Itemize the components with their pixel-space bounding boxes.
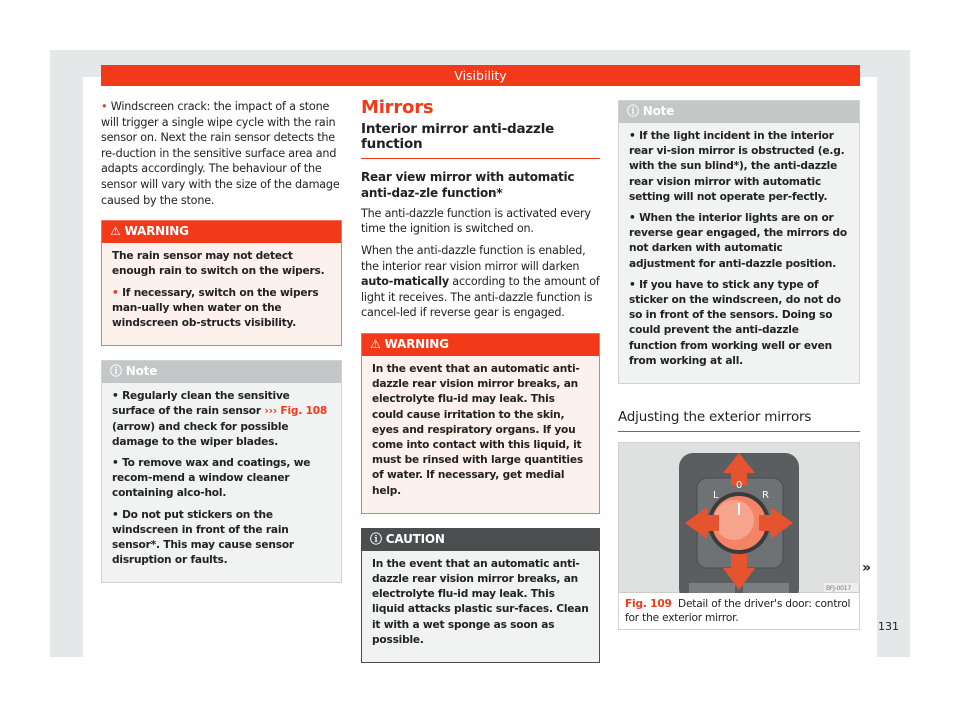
knob-label: L <box>713 489 719 501</box>
bullet-paragraph <box>101 99 342 208</box>
figure-caption <box>619 593 859 629</box>
left-column <box>101 99 342 583</box>
paragraph: When the anti-dazzle function is enabled, the interior rear vision mirror will darken auto-matically according to the amount of light it receives. The anti-dazzle function is cancel-led if reverse gear is engaged. <box>361 243 600 320</box>
note-item: • Regularly clean the sensitive surface of the rain sensor ››› Fig. 108 (arrow) and check for possible damage to the wiper blades. <box>112 390 328 448</box>
caution-icon: ⓘ <box>370 531 386 546</box>
warning-title: WARNING <box>384 336 449 351</box>
caption-text: Detail of the driver's door: control for the exterior mirror. <box>625 597 851 624</box>
warning-title: WARNING <box>124 224 189 239</box>
warning-text: In the event that an automatic anti-dazzle rear vision mirror breaks, an electrolyte flu-id may leak. This could cause irritation to the skin, eyes and respiratory organs. If you come into contact with this liquid, it must be rinsed with large quantities of water. If necessary, get medial help. <box>372 362 583 497</box>
continue-icon: » <box>862 560 872 576</box>
bullet-icon: • <box>101 100 111 113</box>
figure-label: Fig. 109 <box>625 597 672 610</box>
warning-header <box>102 221 341 243</box>
warning-icon: ⚠ <box>370 336 385 351</box>
middle-column <box>361 97 600 663</box>
knob-label: 0 <box>736 479 743 491</box>
warning-box <box>361 333 600 514</box>
warning-icon: ⚠ <box>110 224 125 239</box>
section-title: Mirrors <box>361 97 434 118</box>
note-title: Note <box>642 104 675 118</box>
caution-title: CAUTION <box>385 531 445 546</box>
warning-bullet: • If necessary, switch on the wipers man-ually when water on the windscreen ob-structs visibility. <box>112 286 319 329</box>
fig-link[interactable]: ››› Fig. 108 <box>264 405 328 418</box>
heading: Rear view mirror with automatic anti-daz-zle function* <box>361 169 575 200</box>
note-item: • To remove wax and coatings, we recom-mend a window cleaner containing alco-hol. <box>112 456 311 500</box>
note-item: • If the light incident in the interior rear vi-sion mirror is obstructed (e.g. with the sun blind*), the anti-dazzle rear vision mirror with automatic setting will not operate per-fectly. <box>629 130 845 203</box>
subsection-title: Adjusting the exterior mirrors <box>618 410 860 432</box>
bullet-text: Windscreen crack: the impact of a stone will trigger a single wipe cycle with the rain sensor on. Next the rain sensor detects the re-duction in the sensitive surface area and adapts accordingly. The behaviour of the sensor will vary with the size of the damage caused by the stone. <box>101 100 340 207</box>
warning-bullet-text: If necessary, switch on the wipers man-ually when water on the windscreen ob-structs visibility. <box>112 286 319 329</box>
page-number: 131 <box>878 620 899 633</box>
warning-text: The rain sensor may not detect enough rain to switch on the wipers. <box>112 250 325 278</box>
caution-box <box>361 528 600 663</box>
knob-label: R <box>762 489 769 501</box>
note-title: Note <box>125 364 158 379</box>
note-item: • When the interior lights are on or reverse gear engaged, the mirrors do not darken with automatic adjustment for anti-dazzle position. <box>629 212 848 270</box>
info-icon: ⓘ <box>627 104 643 118</box>
note-header <box>102 361 341 383</box>
paragraph: The anti-dazzle function is activated every time the ignition is switched on. <box>361 206 591 236</box>
mirror-control-illustration <box>619 443 859 593</box>
caution-text: In the event that an automatic anti-dazzle rear vision mirror breaks, an electrolyte flu-id may leak. This liquid attacks plastic sur-faces. Clean it with a wet sponge as soon as possible. <box>372 557 589 646</box>
mirror-control-image <box>619 443 859 593</box>
subsection-title: Interior mirror anti-dazzle function <box>361 122 600 159</box>
figure <box>618 442 860 630</box>
info-icon: ⓘ <box>110 364 126 379</box>
right-column <box>618 100 860 630</box>
section-header: Visibility <box>101 65 860 86</box>
note-item: • If you have to stick any type of sticker on the windscreen, do not do so in front of the sensors. Doing so could prevent the anti-dazzle function from working well or even from working at all. <box>629 278 841 367</box>
note-box <box>101 360 342 583</box>
figure-code: BFJ-0017 <box>826 584 851 592</box>
note-item: • Do not put stickers on the windscreen in front of the rain sensor*. This may cause sensor disruption or faults. <box>112 508 294 567</box>
warning-box <box>101 220 342 346</box>
note-box <box>618 100 860 384</box>
